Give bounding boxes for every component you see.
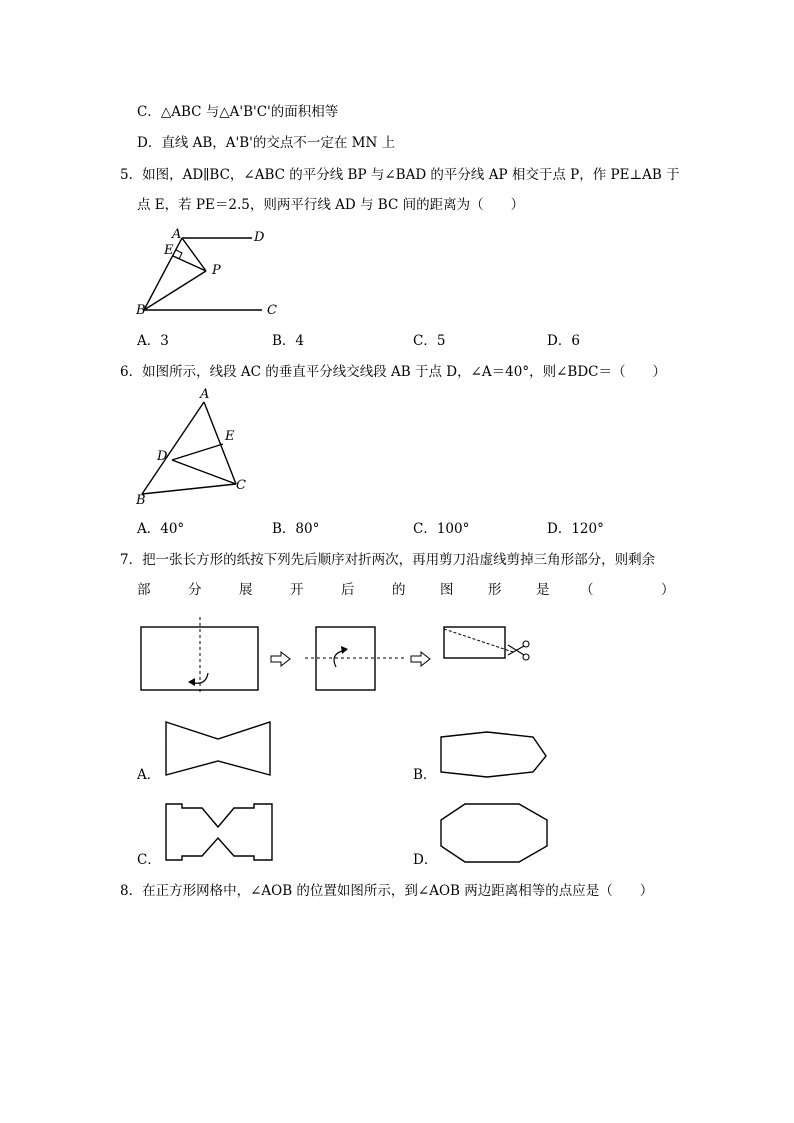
q7-char: 图: [440, 582, 454, 598]
q6-option-a: A．40°: [137, 521, 185, 537]
scissors-icon: [508, 641, 529, 660]
q7-char: 分: [188, 582, 202, 598]
q6-figure: [130, 386, 255, 511]
q6-segment-dc: [172, 460, 236, 484]
q5-label-d: D: [254, 230, 265, 245]
q7-folding-svg: [130, 615, 550, 700]
q7-char: 展: [239, 582, 253, 598]
q5-segment-ab: [144, 238, 182, 310]
q7-folded-rect: [444, 627, 505, 658]
q7-option-a: A．: [137, 767, 161, 783]
arrow-head-icon: [188, 678, 195, 686]
q6-label-a: A: [200, 387, 210, 402]
q7-char: 形: [488, 582, 502, 598]
q6-stem-line1: 6．如图所示，线段 AC 的垂直平分线交线段 AB 于点 D，∠A＝40°，则∠BDC＝（ ）: [120, 364, 666, 380]
q5-label-a: A: [172, 227, 182, 242]
q5-label-p: P: [212, 263, 221, 278]
q6-segment-ab: [142, 402, 204, 494]
q5-label-c: C: [267, 303, 277, 318]
arrow-right-icon: [271, 652, 290, 666]
bow-tie-shape: [166, 722, 270, 775]
q5-option-a: A．3: [137, 333, 169, 349]
q6-label-d: D: [157, 449, 168, 464]
q7-fold-arrow-2: [334, 651, 342, 667]
q6-label-e: E: [225, 429, 235, 444]
q7-char: （: [580, 582, 594, 598]
q5-stem-line1: 5．如图，AD∥BC，∠ABC 的平分线 BP 与∠BAD 的平分线 AP 相交于点 P，作 PE⊥AB 于: [120, 167, 680, 183]
q5-label-b: B: [136, 303, 146, 318]
q7-option-d: D．: [413, 852, 438, 868]
q7-option-a-figure: [160, 718, 275, 780]
q7-option-d-figure: [435, 800, 555, 866]
q5-option-d: D．6: [547, 333, 580, 349]
q5-figure-svg: [130, 222, 290, 322]
q7-char: 后: [341, 582, 355, 598]
notched-bow-shape: [166, 804, 272, 860]
q7-char: 是: [536, 582, 550, 598]
q8-stem-line1: 8．在正方形网格中，∠AOB 的位置如图所示，到∠AOB 两边距离相等的点应是（ ）: [120, 883, 654, 899]
q5-label-e: E: [164, 243, 174, 258]
q6-segment-bc: [142, 484, 236, 494]
q6-option-b: B．80°: [272, 521, 320, 537]
q7-option-b-figure: [435, 730, 555, 780]
arrow-head-icon: [341, 646, 348, 654]
q7-folding-figure: [130, 615, 550, 700]
q5-option-b: B．4: [272, 333, 305, 349]
q7-option-b: B．: [413, 767, 437, 783]
q7-char: ）: [661, 582, 675, 598]
q4-option-d: D．直线 AB，A'B'的交点不一定在 MN 上: [137, 135, 396, 151]
q5-option-c: C．5: [413, 333, 446, 349]
q6-option-d: D．120°: [547, 521, 604, 537]
q7-cut-line: [444, 629, 513, 652]
q7-option-c-figure: [160, 800, 280, 866]
q7-option-c: C．: [137, 852, 161, 868]
arrow-right-icon: [411, 652, 430, 666]
q5-segment-bp: [144, 271, 206, 310]
q6-label-c: C: [236, 478, 246, 493]
q6-segment-de: [172, 444, 223, 460]
q6-option-c: C．100°: [413, 521, 470, 537]
octagon-shape: [441, 804, 547, 862]
q7-char: 开: [290, 582, 304, 598]
q4-option-c: C．△ABC 与△A'B'C'的面积相等: [137, 104, 339, 120]
q6-label-b: B: [136, 493, 146, 508]
hexagon-shape: [441, 732, 546, 777]
q7-fold-arrow-1: [194, 673, 208, 683]
q5-figure: [130, 222, 290, 322]
q7-char: 部: [137, 582, 151, 598]
q5-stem-line2: 点 E，若 PE＝2.5，则两平行线 AD 与 BC 间的距离为（ ）: [137, 197, 525, 213]
q7-char: 的: [392, 582, 406, 598]
q7-stem-line1: 7．把一张长方形的纸按下列先后顺序对折两次，再用剪刀沿虚线剪掉三角形部分，则剩余: [120, 552, 656, 568]
